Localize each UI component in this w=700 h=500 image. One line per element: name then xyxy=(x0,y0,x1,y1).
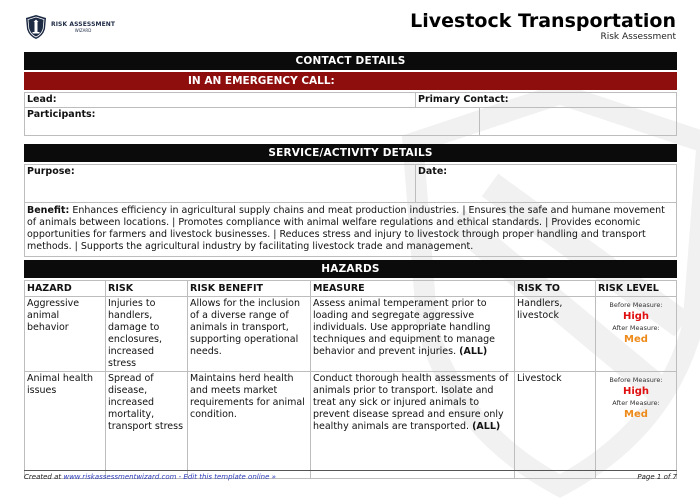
measure-text: Conduct thorough health assessments of animals prior to transport. Isolate and treat any sick or injured animals to prevent disease spread and ensure only healthy animals are transported. xyxy=(313,373,509,432)
primary-contact-field[interactable]: Primary Contact: xyxy=(416,93,677,108)
measure-tag: (ALL) xyxy=(472,421,501,432)
benefit-label: Benefit: xyxy=(27,205,70,216)
table-row xyxy=(25,372,677,479)
measure-cell xyxy=(311,372,515,479)
logo xyxy=(24,14,115,40)
before-risk-level: High xyxy=(622,311,650,322)
risk-cell: Spread of disease, increased mortality, transport stress xyxy=(106,372,188,479)
column-header-risk-level: RISK LEVEL xyxy=(596,281,677,297)
benefit-cell xyxy=(25,203,677,257)
after-measure-label: After Measure: xyxy=(612,399,660,407)
column-header-measure: MEASURE xyxy=(311,281,515,297)
risk-to-cell: Handlers, livestock xyxy=(515,297,596,372)
participants-field[interactable]: Participants: xyxy=(25,108,480,136)
measure-text: Assess animal temperament prior to loading and segregate aggressive individuals. Use appropriate handling techniques and equipment to manage behavior and prevent injuries. xyxy=(313,298,496,357)
participants-extra-field[interactable] xyxy=(480,108,677,136)
after-measure-label: After Measure: xyxy=(612,324,660,332)
risk-to-cell: Livestock xyxy=(515,372,596,479)
logo-line2: WIZARD xyxy=(74,27,92,33)
column-header-risk-benefit: RISK BENEFIT xyxy=(188,281,311,297)
purpose-field[interactable]: Purpose: xyxy=(25,165,416,203)
hazards-header: HAZARDS xyxy=(24,260,677,278)
page-number: Page 1 of 7 xyxy=(637,473,677,481)
template-link[interactable]: www.riskassessmentwizard.com - Edit this template online » xyxy=(63,473,276,481)
page-subtitle: Risk Assessment xyxy=(600,32,676,42)
service-details-section xyxy=(24,144,677,257)
page-header xyxy=(24,10,676,46)
column-header-hazard: HAZARD xyxy=(25,281,106,297)
risk-benefit-cell: Maintains herd health and meets market requirements for animal condition. xyxy=(188,372,311,479)
contact-details-header: CONTACT DETAILS xyxy=(24,52,677,70)
column-header-risk-to: RISK TO xyxy=(515,281,596,297)
contact-table xyxy=(24,92,677,136)
measure-cell xyxy=(311,297,515,372)
hazard-cell: Aggressive animal behavior xyxy=(25,297,106,372)
contact-details-section xyxy=(24,52,677,136)
after-risk-level: Med xyxy=(624,334,648,345)
service-table xyxy=(24,164,677,257)
shield-lighthouse-icon xyxy=(24,14,48,40)
benefit-text: Enhances efficiency in agricultural supply chains and meat production industries. | Ensures the safe and humane movement of animals between locations. | Promotes compliance with animal welfare regulations and ethical standards. | Provides economic opportunities for farmers and livestock businesses. | Reduces stress and injury to livestock through proper handling and transport methods. | Supports the agricultural industry by facilitating livestock trade and management. xyxy=(27,205,665,252)
risk-benefit-cell: Allows for the inclusion of a diverse range of animals in transport, supporting operational needs. xyxy=(188,297,311,372)
risk-level-cell xyxy=(596,297,677,372)
service-details-header: SERVICE/ACTIVITY DETAILS xyxy=(24,144,677,162)
after-risk-level: Med xyxy=(624,409,648,420)
before-risk-level: High xyxy=(622,386,650,397)
footer-credit xyxy=(24,473,276,481)
before-measure-label: Before Measure: xyxy=(609,376,663,384)
hazards-section xyxy=(24,260,677,479)
page-title: Livestock Transportation xyxy=(410,10,676,32)
before-measure-label: Before Measure: xyxy=(609,301,663,309)
risk-level-cell xyxy=(596,372,677,479)
measure-tag: (ALL) xyxy=(459,346,488,357)
hazards-header-row xyxy=(25,281,677,297)
created-at-label: Created at xyxy=(24,473,62,481)
column-header-risk: RISK xyxy=(106,281,188,297)
logo-line1: RISK ASSESSMENT xyxy=(51,20,116,28)
lead-field[interactable]: Lead: xyxy=(25,93,416,108)
table-row xyxy=(25,297,677,372)
hazards-table xyxy=(24,280,677,479)
hazard-cell: Animal health issues xyxy=(25,372,106,479)
emergency-call-bar: IN AN EMERGENCY CALL: xyxy=(24,72,677,90)
risk-cell: Injuries to handlers, damage to enclosures, increased stress xyxy=(106,297,188,372)
date-field[interactable]: Date: xyxy=(416,165,677,203)
page-footer xyxy=(24,470,677,481)
